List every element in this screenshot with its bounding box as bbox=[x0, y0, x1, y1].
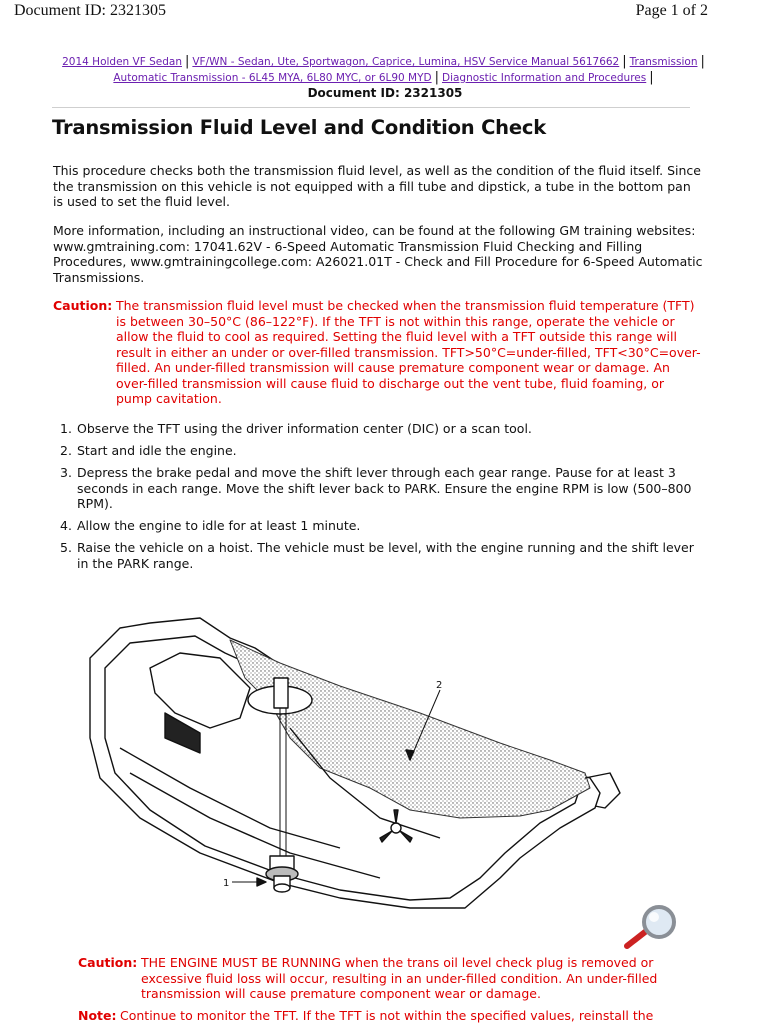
caution-label: Caution: bbox=[78, 955, 138, 970]
page-title: Transmission Fluid Level and Condition Check bbox=[52, 116, 547, 139]
intro-paragraph-2: More information, including an instructional video, can be found at the following GM training websites: www.gmtraining.com: 17041.62V - 6-Speed Automatic Transmission Fluid Checking and Filling Procedures, www.gmtrainingcollege.com: A26021.01T - Check and Fill Procedure for 6-Speed Automatic Transmissions. bbox=[53, 223, 703, 285]
intro-paragraph-1: This procedure checks both the transmission fluid level, as well as the condition of the fluid itself. Since the transmission on this vehicle is not equipped with a fill tube and dipstick, a tube in the bottom pan is used to set the fluid level. bbox=[53, 163, 701, 209]
step-text: Allow the engine to idle for at least 1 minute. bbox=[77, 518, 361, 533]
note-label: Note: bbox=[78, 1008, 117, 1023]
list-item bbox=[60, 443, 700, 459]
breadcrumb-link-manual[interactable]: VF/WN - Sedan, Ute, Sportwagon, Caprice, Lumina, HSV Service Manual 5617662 bbox=[192, 56, 620, 68]
step-number: 1. bbox=[60, 421, 72, 436]
caution-block-1 bbox=[53, 298, 703, 407]
caution-text-1 bbox=[53, 298, 703, 407]
caution-text-2: THE ENGINE MUST BE RUNNING when the trans oil level check plug is removed or excessive fluid loss will occur, resulting in an under-filled condition. An under-filled transmission will cause premature component wear or damage. bbox=[141, 955, 658, 1001]
step-text: Start and idle the engine. bbox=[77, 443, 237, 458]
header-document-id: Document ID: 2321305 bbox=[14, 2, 166, 19]
breadcrumb-separator: | bbox=[622, 54, 627, 69]
caution-text: The transmission fluid level must be checked when the transmission fluid temperature (TFT) is between 30–50°C (86–122°F). If the TFT is not within this range, operate the vehicle or allow the fluid to cool as required. Setting the fluid level with a TFT outside this range will result in either an under or over-filled transmission. TFT>50°C=under-filled, TFT<30°C=over-filled. An under-filled transmission will cause premature component wear or damage. An over-filled transmission will cause fluid to discharge out the vent tube, fluid foaming, or pump cavitation. bbox=[116, 298, 701, 406]
callout-1: 1 bbox=[223, 878, 230, 889]
document-id: Document ID: 2321305 bbox=[307, 86, 463, 100]
list-item bbox=[60, 540, 700, 571]
page-header bbox=[0, 0, 768, 22]
note-block bbox=[78, 1008, 698, 1024]
breadcrumb-link-diagnostic[interactable]: Diagnostic Information and Procedures bbox=[442, 72, 647, 84]
breadcrumb-link-vehicle[interactable]: 2014 Holden VF Sedan bbox=[62, 56, 182, 68]
note-text: Continue to monitor the TFT. If the TFT is not within the specified values, reinstall the bbox=[120, 1008, 654, 1023]
list-item bbox=[60, 465, 700, 512]
step-number: 4. bbox=[60, 518, 72, 533]
divider bbox=[52, 107, 690, 108]
procedure-steps bbox=[60, 421, 700, 578]
breadcrumb-separator: | bbox=[649, 70, 654, 85]
step-text: Observe the TFT using the driver information center (DIC) or a scan tool. bbox=[77, 421, 532, 436]
breadcrumb-link-automatic-transmission[interactable]: Automatic Transmission - 6L45 MYA, 6L80 MYC, or 6L90 MYD bbox=[113, 72, 432, 84]
caution-block-2 bbox=[78, 955, 698, 1002]
caution-label: Caution: bbox=[53, 298, 113, 313]
step-text: Depress the brake pedal and move the shift lever through each gear range. Pause for at least 3 seconds in each range. Move the shift lever back to PARK. Ensure the engine RPM is low (500–800 RPM). bbox=[77, 465, 692, 511]
step-text: Raise the vehicle on a hoist. The vehicle must be level, with the engine running and the shift lever in the PARK range. bbox=[77, 540, 694, 571]
breadcrumb-separator: | bbox=[434, 70, 439, 85]
breadcrumb bbox=[40, 54, 730, 86]
step-number: 5. bbox=[60, 540, 72, 555]
breadcrumb-separator: | bbox=[184, 54, 190, 69]
magnifier-icon[interactable] bbox=[619, 904, 681, 952]
list-item bbox=[60, 421, 700, 437]
step-number: 3. bbox=[60, 465, 72, 480]
callout-2: 2 bbox=[436, 680, 443, 691]
list-item bbox=[60, 518, 700, 534]
header-page-number: Page 1 of 2 bbox=[635, 2, 708, 19]
transmission-pan-illustration bbox=[80, 578, 640, 938]
breadcrumb-separator: | bbox=[700, 54, 705, 69]
step-number: 2. bbox=[60, 443, 72, 458]
breadcrumb-link-transmission[interactable]: Transmission bbox=[629, 56, 698, 68]
